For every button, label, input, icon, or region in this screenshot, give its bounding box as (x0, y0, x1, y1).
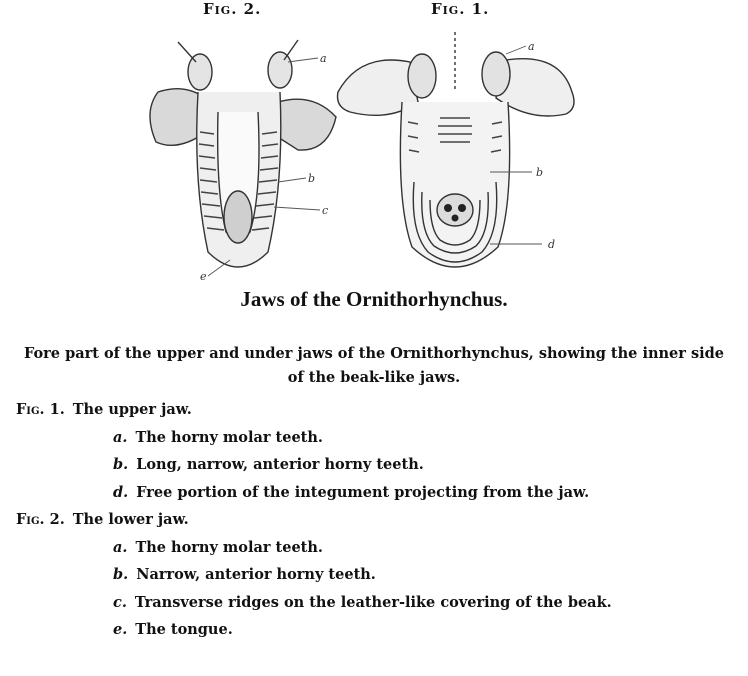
item-letter: d. (113, 483, 129, 501)
item-letter: a. (113, 538, 128, 556)
legend-heading-lower (16, 506, 736, 534)
heading-text: The upper jaw. (72, 401, 192, 418)
item-letter: b. (113, 566, 129, 583)
legend-item (16, 451, 736, 479)
fig2-lower-jaw-illustration (138, 32, 338, 284)
item-text: Transverse ridges on the leather-like covering of the beak. (134, 593, 612, 611)
fig1-letter-b: b (536, 166, 544, 179)
legend-item (16, 424, 736, 452)
legend-item (16, 561, 736, 589)
legend-item (16, 479, 736, 507)
heading-text: The lower jaw. (72, 511, 189, 528)
fig2-letter-b: b (308, 172, 316, 185)
legend-item (16, 589, 736, 617)
legend-heading-upper (16, 396, 736, 424)
fig1-letter-d: d (548, 238, 556, 251)
item-text: Narrow, anterior horny teeth. (136, 566, 376, 583)
item-letter: b. (113, 456, 129, 473)
legend-item (16, 534, 736, 562)
legend (16, 396, 736, 644)
item-text: The horny molar teeth. (135, 428, 323, 446)
fig1-label: Fig. 1. (431, 0, 490, 18)
item-text: The tongue. (135, 621, 233, 638)
item-text: The horny molar teeth. (135, 538, 323, 556)
fig-ref: Fig. 1. (16, 401, 65, 418)
item-letter: c. (113, 593, 127, 611)
item-text: Long, narrow, anterior horny teeth. (136, 456, 424, 473)
fig1-letter-a: a (528, 40, 535, 53)
fig2-letter-e: e (200, 270, 207, 283)
item-letter: a. (113, 428, 128, 446)
fig-ref: Fig. 2. (16, 511, 65, 528)
item-text: Free portion of the integument projecting from the jaw. (136, 483, 590, 501)
plate-title: Jaws of the Ornithorhynchus. (240, 287, 508, 311)
legend-item (16, 616, 736, 644)
fig2-letter-c: c (322, 204, 329, 217)
fig2-label: Fig. 2. (203, 0, 262, 18)
fig2-letter-a: a (320, 52, 327, 65)
fig1-upper-jaw-illustration (330, 32, 580, 284)
item-letter: e. (113, 621, 128, 638)
caption: Fore part of the upper and under jaws of the Ornithorhynchus, showing the inner side of the beak-like jaws. (24, 345, 724, 386)
